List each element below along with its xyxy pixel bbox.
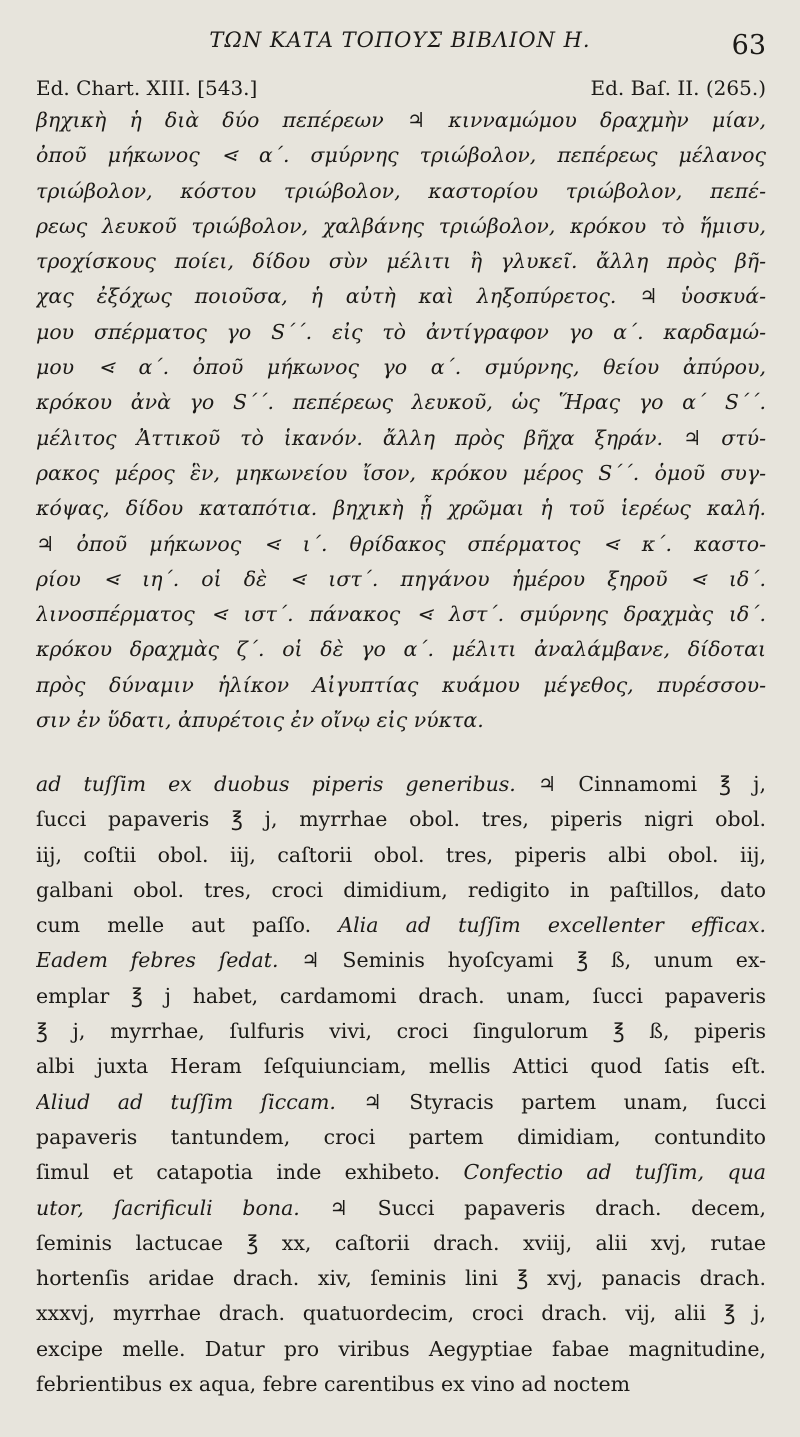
- greek-text-line: μου ⋖ α΄. ὀποῦ μήκωνος γο α΄. σμύρνης, θείου ἀπύρου,: [36, 355, 766, 380]
- greek-text-line: ρακος μέρος ἓν, μηκωνείου ἴσον, κρόκου μέρος S΄΄. ὁμοῦ συγ-: [36, 460, 766, 485]
- running-title: ΤΩΝ ΚΑΤΑ ΤΟΠΟΥΣ ΒΙΒΛΙΟΝ Η.: [209, 28, 591, 52]
- latin-roman-segment: albi juxta Heram ſeſquiunciam, mellis Attici quod ſatis eſt.: [36, 1054, 766, 1079]
- latin-text-line: [36, 802, 766, 837]
- latin-italic-segment: Alia ad tuſſim excellenter efficax.: [338, 913, 766, 938]
- latin-text-line: [36, 908, 766, 943]
- latin-text-line: [36, 767, 766, 802]
- latin-text-line: [36, 1049, 766, 1084]
- latin-text-line: [36, 979, 766, 1014]
- latin-italic-segment: Eadem febres ſedat.: [36, 948, 279, 973]
- latin-roman-segment: ſeminis lactucae ℥ xx, caſtorii drach. xviij, alii xvj, rutae: [36, 1230, 766, 1255]
- greek-text-line: χας ἐξόχως ποιοῦσα, ἡ αὐτὴ καὶ ληξοπύρετος. ♃ ὑοσκυά-: [36, 284, 766, 309]
- greek-text-line: ρίου ⋖ ιη΄. οἱ δὲ ⋖ ιστ΄. πηγάνου ἡμέρου ξηροῦ ⋖ ιδ΄.: [36, 566, 766, 591]
- latin-roman-segment: febrientibus ex aqua, febre carentibus ex vino ad noctem: [36, 1372, 631, 1397]
- latin-roman-segment: ♃ Styracis partem unam, ſucci: [335, 1089, 766, 1114]
- greek-text-line: λινοσπέρματος ⋖ ιστ΄. πάνακος ⋖ λστ΄. σμύρνης δραχμὰς ιδ΄.: [36, 602, 766, 627]
- greek-text-block: [36, 103, 766, 738]
- greek-text-line: τριώβολον, κόστου τριώβολον, καστορίου τριώβολον, πεπέ-: [36, 178, 766, 203]
- latin-roman-segment: ♃ Cinnamomi ℥ j,: [515, 772, 766, 796]
- greek-text-line: κρόκου δραχμὰς ζ΄. οἱ δὲ γο α΄. μέλιτι ἀναλάμβανε, δίδοται: [36, 637, 766, 662]
- latin-italic-segment: Aliud ad tuſſim ſiccam.: [36, 1089, 336, 1114]
- latin-italic-segment: ad tuſſim ex duobus piperis generibus.: [36, 772, 516, 796]
- latin-roman-segment: ſucci papaveris ℥ j, myrrhae obol. tres, piperis nigri obol.: [36, 807, 766, 832]
- latin-text-line: [36, 873, 766, 908]
- latin-roman-segment: emplar ℥ j habet, cardamomi drach. unam, ſucci papaveris: [36, 983, 766, 1008]
- latin-text-line: [36, 1014, 766, 1049]
- latin-roman-segment: galbani obol. tres, croci dimidium, redigito in paſtillos, dato: [36, 877, 766, 902]
- latin-text-line: [36, 1261, 766, 1296]
- greek-text-line: ρεως λευκοῦ τριώβολον, χαλβάνης τριώβολον, κρόκου τὸ ἥμισυ,: [36, 213, 766, 238]
- latin-text-line: [36, 1367, 766, 1402]
- latin-text-line: [36, 1332, 766, 1367]
- greek-text-line: πρὸς δύναμιν ἡλίκον Αἰγυπτίας κυάμου μέγεθος, πυρέσσου-: [36, 672, 766, 697]
- latin-italic-segment: utor, ſacrificuli bona.: [36, 1195, 300, 1220]
- latin-roman-segment: cum melle aut paſſo.: [36, 913, 339, 938]
- latin-text-line: [36, 943, 766, 978]
- latin-roman-segment: ♃ Succi papaveris drach. decem,: [299, 1195, 766, 1220]
- greek-text-line: τροχίσκους ποίει, δίδου σὺν μέλιτι ἢ γλυκεῖ. ἄλλη πρὸς βῆ-: [36, 249, 766, 274]
- latin-text-line: [36, 1120, 766, 1155]
- latin-text-line: [36, 1226, 766, 1261]
- latin-roman-segment: excipe melle. Datur pro viribus Aegyptiae fabae magnitudine,: [36, 1336, 766, 1361]
- greek-text-line: σιν ἐν ὕδατι, ἀπυρέτοις ἐν οἴνῳ εἰς νύκτα.: [36, 708, 484, 733]
- greek-text-line: ♃ ὀποῦ μήκωνος ⋖ ι΄. θρίδακος σπέρματος ⋖ κ΄. καστο-: [36, 531, 766, 556]
- greek-text-line: μου σπέρματος γο S΄΄. εἰς τὸ ἀντίγραφον γο α΄. καρδαμώ-: [36, 319, 766, 344]
- latin-text-line: [36, 1191, 766, 1226]
- latin-roman-segment: ſimul et catapotia inde exhibeto.: [36, 1160, 464, 1185]
- greek-text-line: μέλιτος Ἀττικοῦ τὸ ἱκανόν. ἄλλη πρὸς βῆχα ξηράν. ♃ στύ-: [36, 425, 766, 450]
- greek-text-line: ὀποῦ μήκωνος ⋖ α΄. σμύρνης τριώβολον, πεπέρεως μέλανος: [36, 143, 766, 168]
- greek-text-line: βηχικὴ ἡ διὰ δύο πεπέρεων ♃ κινναμώμου δραχμὴν μίαν,: [36, 108, 766, 132]
- latin-roman-segment: papaveris tantundem, croci partem dimidiam, contundito: [36, 1124, 766, 1149]
- latin-italic-segment: Confectio ad tuſſim, qua: [463, 1160, 766, 1185]
- page-number: 63: [731, 30, 766, 61]
- latin-text-line: [36, 838, 766, 873]
- latin-roman-segment: iij, coſtii obol. iij, caſtorii obol. tres, piperis albi obol. iij,: [36, 842, 766, 867]
- greek-text-line: κρόκου ἀνὰ γο S΄΄. πεπέρεως λευκοῦ, ὡς Ἥρας γο α΄ S΄΄.: [36, 390, 766, 415]
- latin-roman-segment: hortenſis aridae drach. xiv, ſeminis lini ℥ xvj, panacis drach.: [36, 1266, 766, 1291]
- latin-text-line: [36, 1155, 766, 1190]
- latin-text-line: [36, 1085, 766, 1120]
- latin-text-line: [36, 1296, 766, 1331]
- edition-chartier-reference: Ed. Chart. XIII. [543.]: [36, 76, 258, 100]
- latin-roman-segment: ♃ Seminis hyoſcyami ℥ ß, unum ex-: [278, 948, 766, 973]
- edition-basel-reference: Ed. Baſ. II. (265.): [590, 76, 766, 100]
- latin-roman-segment: xxxvj, myrrhae drach. quatuordecim, croci drach. vij, alii ℥ j,: [36, 1301, 766, 1326]
- greek-text-line: κόψας, δίδου καταπότια. βηχικὴ ᾗ χρῶμαι ἡ τοῦ ἱερέως καλή.: [36, 496, 766, 521]
- latin-roman-segment: ℥ j, myrrhae, ſulfuris vivi, croci ſingulorum ℥ ß, piperis: [36, 1019, 766, 1044]
- latin-text-block: [36, 767, 766, 1402]
